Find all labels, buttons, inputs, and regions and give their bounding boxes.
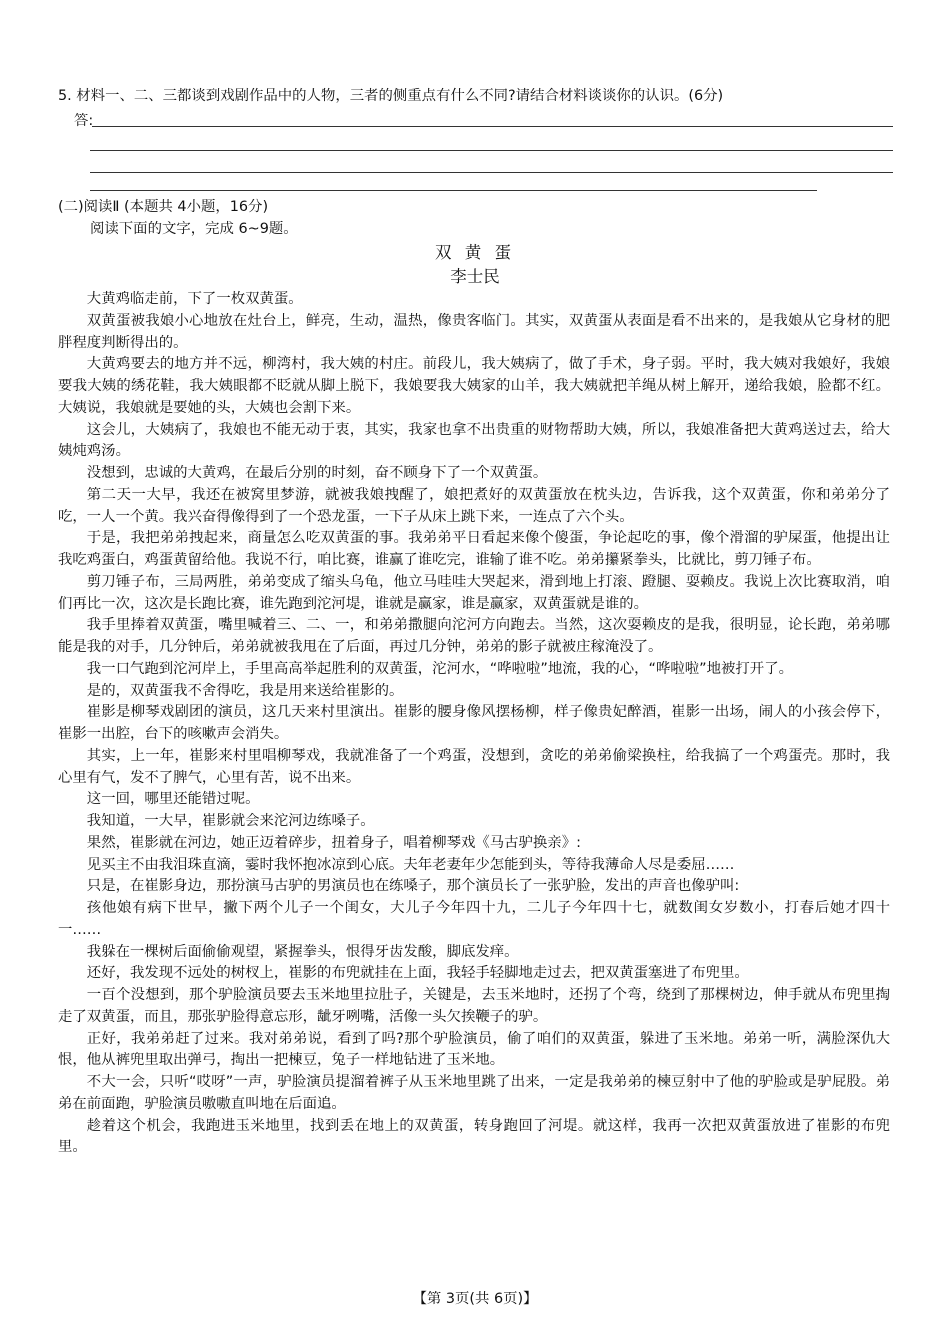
question-5-prompt: 5. 材料一、二、三都谈到戏剧作品中的人物，三者的侧重点有什么不同?请结合材料谈谈你的认识。(6分) bbox=[58, 88, 724, 104]
paragraph: 见买主不由我泪珠直滴，霎时我怀抱冰凉到心底。夫年老妻年少怎能到头，等待我薄命人尽是委屈…… bbox=[86, 856, 735, 873]
paragraph: 是的，双黄蛋我不舍得吃，我是用来送给崔影的。 bbox=[86, 682, 404, 699]
section-instruction: 阅读下面的文字，完成 6~9题。 bbox=[90, 221, 298, 237]
paragraph: 正好，我弟弟赶了过来。我对弟弟说，看到了吗?那个驴脸演员，偷了咱们的双黄蛋，躲进了玉米地。弟弟一听，满脸深仇大恨，他从裤兜里取出弹弓，掏出一把楝豆，兔子一样地钻进了玉米地。 bbox=[58, 1030, 890, 1069]
paragraph: 第二天一大早，我还在被窝里梦游，就被我娘拽醒了，娘把煮好的双黄蛋放在枕头边，告诉我，这个双黄蛋，你和弟弟分了吃，一人一个黄。我兴奋得像得到了一个恐龙蛋，一下子从床上跳下来，一连点了六个头。 bbox=[58, 486, 890, 525]
paragraph: 只是，在崔影身边，那扮演马古驴的男演员也在练嗓子，那个演员长了一张驴脸，发出的声音也像驴叫: bbox=[86, 878, 740, 895]
paragraph: 剪刀锤子布，三局两胜，弟弟变成了缩头乌龟，他立马哇哇大哭起来，滑到地上打滚、蹬腿、耍赖皮。我说上次比赛取消，咱们再比一次，这次是长跑比赛，谁先跑到沱河堤，谁就是赢家，谁是赢家，双黄蛋就是谁的。 bbox=[58, 573, 890, 612]
paragraph: 我一口气跑到沱河岸上，手里高高举起胜利的双黄蛋，沱河水，“哗啦啦”地流，我的心，“哗啦啦”地被打开了。 bbox=[86, 660, 793, 677]
paragraph: 我躲在一棵树后面偷偷观望，紧握拳头，恨得牙齿发酸，脚底发痒。 bbox=[86, 943, 519, 960]
article-title: 双 黄 蛋 bbox=[435, 243, 515, 262]
article-body bbox=[58, 289, 890, 1159]
answer-line[interactable] bbox=[92, 126, 893, 127]
paragraph: 一百个没想到，那个驴脸演员要去玉米地里拉肚子，关键是，去玉米地时，还拐了个弯，绕到了那棵树边，伸手就从布兜里掏走了双黄蛋，而且，那张驴脸得意忘形，龇牙咧嘴，活像一头欠挨鞭子的驴。 bbox=[58, 987, 890, 1025]
paragraph: 崔影是柳琴戏剧团的演员，这几天来村里演出。崔影的腰身像风摆杨柳，样子像贵妃醉酒，崔影一出场，闹人的小孩会停下，崔影一出腔，台下的咳嗽声会消失。 bbox=[58, 704, 890, 742]
paragraph: 我知道，一大早，崔影就会来沱河边练嗓子。 bbox=[86, 813, 375, 829]
paragraph: 我手里捧着双黄蛋，嘴里喊着三、二、一，和弟弟撒腿向沱河方向跑去。当然，这次耍赖皮的是我，很明显，论长跑，弟弟哪能是我的对手，几分钟后，弟弟就被我甩在了后面，再过几分钟，弟弟的影子就被庄稼淹没了。 bbox=[58, 617, 890, 655]
paragraph: 这一回，哪里还能错过呢。 bbox=[86, 791, 260, 808]
answer-line[interactable] bbox=[90, 172, 893, 173]
page-number: 【第 3页(共 6页)】 bbox=[412, 1291, 538, 1307]
section-heading: (二)阅读Ⅱ (本题共 4小题，16分) bbox=[58, 199, 269, 215]
paragraph: 于是，我把弟弟拽起来，商量怎么吃双黄蛋的事。我弟弟平日看起来像个傻蛋，争论起吃的事，像个滑溜的驴屎蛋，他提出让我吃鸡蛋白，鸡蛋黄留给他。我说不行，咱比赛，谁赢了谁吃完，谁输了谁不吃。弟弟攥紧拳头，比就比，剪刀锤子布。 bbox=[58, 530, 890, 568]
paragraph: 趁着这个机会，我跑进玉米地里，找到丢在地上的双黄蛋，转身跑回了河堤。就这样，我再一次把双黄蛋放进了崔影的布兜里。 bbox=[58, 1117, 890, 1156]
paragraph: 其实，上一年，崔影来村里唱柳琴戏，我就准备了一个鸡蛋，没想到，贪吃的弟弟偷梁换柱，给我搞了一个鸡蛋壳。那时，我心里有气，发不了脾气，心里有苦，说不出来。 bbox=[58, 747, 890, 786]
answer-line[interactable] bbox=[90, 190, 817, 191]
answer-label: 答: bbox=[74, 113, 94, 129]
paragraph: 大黄鸡要去的地方并不远，柳湾村，我大姨的村庄。前段儿，我大姨病了，做了手术，身子弱。平时，我大姨对我娘好，我娘要我大姨的绣花鞋，我大姨眼都不眨就从脚上脱下，我娘要我大姨家的山羊，我大姨就把羊绳从树上解开，递给我娘，脸都不红。大姨说，我娘就是要她的头，大姨也会割下来。 bbox=[58, 356, 890, 416]
paragraph: 双黄蛋被我娘小心地放在灶台上，鲜亮，生动，温热，像贵客临门。其实，双黄蛋从表面是看不出来的，是我娘从它身材的肥胖程度判断得出的。 bbox=[58, 312, 890, 351]
paragraph: 孩他娘有病下世早，撇下两个儿子一个闺女，大儿子今年四十九，二儿子今年四十七，就数闺女岁数小，打春后她才四十一…… bbox=[58, 900, 890, 938]
paragraph: 大黄鸡临走前，下了一枚双黄蛋。 bbox=[86, 291, 303, 307]
paragraph: 这会儿，大姨病了，我娘也不能无动于衷，其实，我家也拿不出贵重的财物帮助大姨，所以，我娘准备把大黄鸡送过去，给大姨炖鸡汤。 bbox=[58, 421, 890, 460]
paragraph: 果然，崔影就在河边，她正迈着碎步，扭着身子，唱着柳琴戏《马古驴换亲》: bbox=[86, 834, 581, 851]
paragraph: 还好，我发现不远处的树杈上，崔影的布兜就挂在上面，我轻手轻脚地走过去，把双黄蛋塞进了布兜里。 bbox=[86, 965, 749, 982]
paragraph: 不大一会，只听“哎呀”一声，驴脸演员提溜着裤子从玉米地里跳了出来，一定是我弟弟的楝豆射中了他的驴脸或是驴屁股。弟弟在前面跑，驴脸演员嗷嗷直叫地在后面追。 bbox=[58, 1074, 890, 1112]
answer-line[interactable] bbox=[90, 150, 893, 151]
paragraph: 没想到，忠诚的大黄鸡，在最后分别的时刻，奋不顾身下了一个双黄蛋。 bbox=[86, 465, 548, 481]
article-author: 李士民 bbox=[450, 267, 500, 286]
